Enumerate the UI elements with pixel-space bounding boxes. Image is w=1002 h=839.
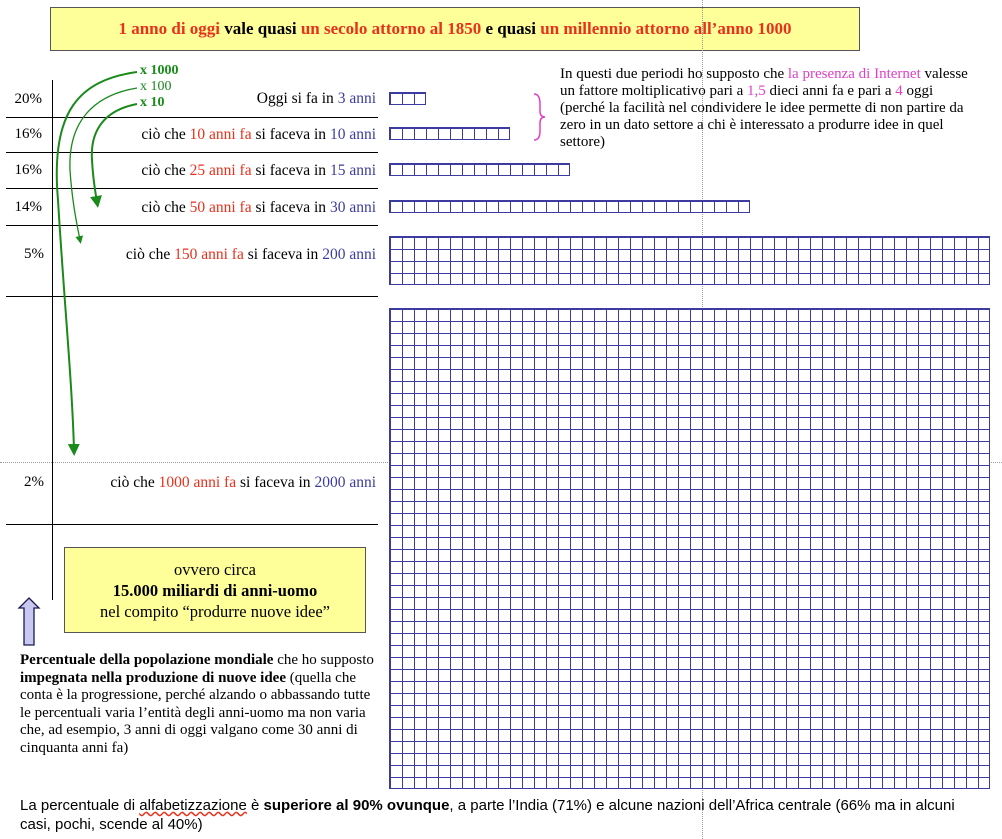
row-label-50y: ciò che 50 anni fa si faceva in 30 anni [141, 199, 376, 216]
footer-note: La percentuale di alfabetizzazione è superiore al 90% ovunque, a parte l’India (71%) e alcune nazioni dell’Africa centrale (66% ma in alcuni casi, pochi, scende al 40%) [20, 797, 955, 833]
pct-1000y: 2% [24, 474, 44, 490]
pct-10y: 16% [14, 126, 42, 142]
title-part5: un millennio attorno all’anno 1000 [540, 19, 792, 38]
summary-box [64, 547, 366, 633]
up-arrow-icon [19, 598, 39, 645]
title-part3: un secolo attorno al 1850 [300, 19, 482, 38]
row-label-1000y: ciò che 1000 anni fa si faceva in 2000 anni [110, 474, 376, 491]
pct-50y: 14% [14, 199, 42, 215]
title-part1: 1 anno di oggi [118, 19, 221, 38]
multiplier-100: x 100 [140, 79, 172, 94]
description-text: Percentuale della popolazione mondiale che ho supposto impegnata nella produzione di nuove idee (quella che conta è la progressione, perché alzando o abbassando tutte le percentuali varia l’entità degli anni-uomo ma non varia che, ad esempio, 3 anni di oggi valgano come 30 anni di cinquanta anni fa) [20, 652, 374, 756]
multiplier-1000: x 1000 [140, 63, 179, 78]
summary-line1: ovvero circa [174, 559, 256, 579]
pct-25y: 16% [14, 162, 42, 178]
pct-today: 20% [14, 91, 42, 107]
row-label-150y: ciò che 150 anni fa si faceva in 200 anni [125, 246, 376, 263]
pct-150y: 5% [24, 246, 44, 262]
title-part4: e quasi [481, 19, 541, 38]
summary-line3: nel compito “produrre nuove idee” [100, 601, 330, 621]
title-part2: vale quasi [220, 19, 301, 38]
row-label-10y: ciò che 10 anni fa si faceva in 10 anni [141, 126, 376, 143]
row-label-today: Oggi si fa in 3 anni [256, 90, 376, 107]
internet-note: In questi due periodi ho supposto che la presenza di Internet valesse un fattore moltiplicativo pari a 1,5 dieci anni fa e pari a 4 oggi (perché la facilità nel condividere le idee permette di non partire da zero in un dato settore a chi è interessato a produrre idee in quel settore) [560, 66, 968, 150]
row-label-25y: ciò che 25 anni fa si faceva in 15 anni [141, 162, 376, 179]
arrow-x100 [70, 88, 137, 240]
summary-line2: 15.000 miliardi di anni-uomo [112, 580, 318, 600]
multiplier-10: x 10 [140, 95, 165, 110]
brace-icon [534, 94, 545, 140]
arrow-x10 [92, 104, 137, 202]
